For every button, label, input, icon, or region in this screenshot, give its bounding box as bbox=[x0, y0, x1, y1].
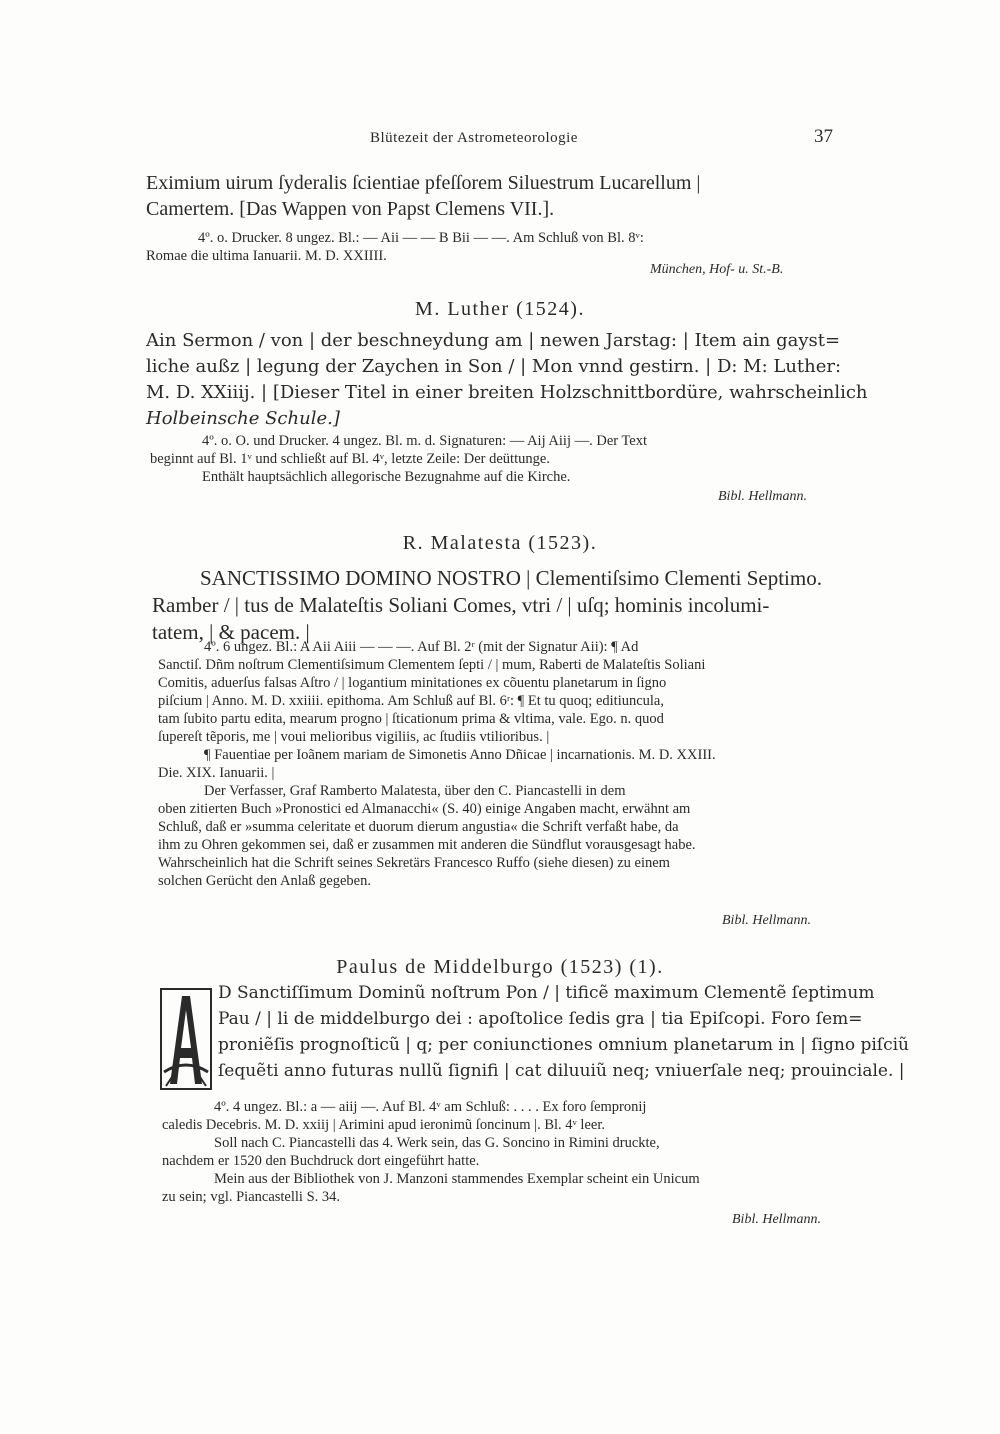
note-line: Der Verfasser, Graf Ramberto Malatesta, über den C. Piancastelli in dem bbox=[204, 783, 626, 799]
entry-malatesta-title bbox=[152, 565, 852, 646]
running-head-title: Blütezeit der Astrometeorologie bbox=[370, 130, 578, 146]
note-line: Comitis, aduerſus falsas Aſtro / | logantium minitationes ex cõuentu planetarum in ſigno bbox=[158, 675, 667, 691]
note-line: Schluß, daß er »summa celeritate et duorum dierum angustia« die Schrift verfaßt habe, da bbox=[158, 819, 679, 835]
entry-paulus-notes bbox=[162, 1098, 862, 1206]
title-line: D Sanctiſſimum Dominũ noſtrum Pon / | tificẽ maximum Clementẽ ſeptimum bbox=[218, 983, 875, 1003]
note-line: 4º. o. Drucker. 8 ungez. Bl.: — Aii — — B Bii — —. Am Schluß von Bl. 8ᵛ: bbox=[198, 230, 644, 246]
title-line: Eximium uirum ſyderalis ſcientiae pfeſſorem Siluestrum Lucarellum | bbox=[146, 172, 701, 194]
entry-malatesta-notes bbox=[158, 638, 858, 890]
note-line: oben zitierten Buch »Pronostici ed Almanacchi« (S. 40) einige Angaben macht, erwähnt am bbox=[158, 801, 691, 817]
library-reference: München, Hof- u. St.-B. bbox=[650, 262, 784, 277]
note-line: Soll nach C. Piancastelli das 4. Werk sein, das G. Soncino in Rimini druckte, bbox=[214, 1135, 660, 1151]
note-line: Wahrscheinlich hat die Schrift seines Sekretärs Francesco Ruffo (siehe diesen) zu einem bbox=[158, 855, 670, 871]
title-line: ſequẽti anno futuras nullũ ſignifi | cat diluuiũ neq; vniuerſale neq; prouinciale. | bbox=[218, 1061, 905, 1081]
note-line: ihm zu Ohren gekommen sei, daß er zusammen mit anderen die Sündflut vorausgesagt habe. bbox=[158, 837, 696, 853]
note-line: Sanctiſ. Dñm noſtrum Clementiſsimum Clementem ſepti / | mum, Raberti de Malateſtis Soliani bbox=[158, 657, 706, 673]
title-line: M. D. XXiiij. | [Dieser Titel in einer breiten Holzschnittbordüre, wahrscheinlich bbox=[146, 382, 868, 403]
title-line: proniẽſis prognoſticũ | q; per coniunctiones omnium planetarum in | ſigno piſciũ bbox=[218, 1035, 909, 1055]
note-line: Mein aus der Bibliothek von J. Manzoni stammendes Exemplar scheint ein Unicum bbox=[214, 1171, 700, 1187]
title-line: Pau / | li de middelburgo dei : apoſtolice ſedis gra | tia Epiſcopi. Foro ſem= bbox=[218, 1009, 863, 1029]
note-line: Romae die ultima Ianuarii. M. D. XXIIII. bbox=[146, 248, 387, 264]
note-line: solchen Gerücht den Anlaß gegeben. bbox=[158, 873, 371, 889]
note-line: caledis Decebris. M. D. xxiij | Arimini apud ieronimũ ſoncinum |. Bl. 4ᵛ leer. bbox=[162, 1117, 605, 1133]
title-line: Ramber / | tus de Malateſtis Soliani Comes, vtri / | uſq; hominis incolumi- bbox=[152, 593, 770, 617]
note-line: Enthält hauptsächlich allegorische Bezugnahme auf die Kirche. bbox=[202, 469, 571, 485]
library-reference: Bibl. Hellmann. bbox=[732, 1212, 822, 1227]
note-line: 4º. 4 ungez. Bl.: a — aiij —. Auf Bl. 4ᵛ am Schluß: . . . . Ex foro ſempronij bbox=[214, 1099, 647, 1115]
title-line: Camertem. [Das Wappen von Papst Clemens VII.]. bbox=[146, 198, 555, 220]
note-line: 4º. 6 ungez. Bl.: A Aii Aiii — — —. Auf Bl. 2ʳ (mit der Signatur Aii): ¶ Ad bbox=[204, 639, 639, 655]
title-line: Ain Sermon / von | der beschneydung am | newen Jarstag: | Item ain gayst= bbox=[146, 330, 841, 351]
entry-paulus-heading: Paulus de Middelburgo (1523) (1). bbox=[336, 956, 664, 978]
note-line: 4º. o. O. und Drucker. 4 ungez. Bl. m. d. Signaturen: — Aij Aiij —. Der Text bbox=[202, 433, 648, 449]
library-reference: Bibl. Hellmann. bbox=[722, 913, 812, 928]
entry-lucarellum-notes bbox=[146, 229, 846, 265]
note-line: nachdem er 1520 den Buchdruck dort eingeführt hatte. bbox=[162, 1153, 480, 1169]
decorated-initial-a-icon bbox=[160, 988, 212, 1090]
note-line: ſupereſt tẽporis, me | voui melioribus vigiliis, ac ſtudiis vtilioribus. | bbox=[158, 729, 550, 745]
running-head bbox=[0, 126, 1000, 154]
note-line: Die. XIX. Ianuarii. | bbox=[158, 765, 275, 781]
entry-paulus-title bbox=[218, 980, 909, 1084]
title-line: SANCTISSIMO DOMINO NOSTRO | Clementiſsimo Clementi Septimo. bbox=[200, 566, 822, 590]
title-line: tatem, | & pacem. | bbox=[152, 620, 310, 644]
note-line: piſcium | Anno. M. D. xxiiii. epithoma. Am Schluß auf Bl. 6ʳ: ¶ Et tu quoq; editiuncula, bbox=[158, 693, 664, 709]
entry-lucarellum-title bbox=[146, 170, 846, 222]
entry-luther-heading: M. Luther (1524). bbox=[415, 298, 585, 320]
entry-luther-title bbox=[146, 328, 868, 432]
note-line: beginnt auf Bl. 1ᵛ und schließt auf Bl. 4ᵛ, letzte Zeile: Der deüttunge. bbox=[150, 451, 550, 467]
entry-malatesta-heading: R. Malatesta (1523). bbox=[402, 532, 598, 554]
title-line: Holbeinsche Schule.] bbox=[146, 408, 340, 429]
note-line: zu sein; vgl. Piancastelli S. 34. bbox=[162, 1189, 341, 1205]
title-line: liche außz | legung der Zaychen in Son / | Mon vnnd gestirn. | D: M: Luther: bbox=[146, 356, 842, 377]
note-line: tam ſubito partu edita, mearum progno | ſticationum prima & vltima, vale. Ego. n. quod bbox=[158, 711, 664, 727]
note-line: ¶ Fauentiae per Ioãnem mariam de Simonetis Anno Dñicae | incarnationis. M. D. XXIII. bbox=[204, 747, 716, 763]
library-reference: Bibl. Hellmann. bbox=[718, 489, 808, 504]
page-number: 37 bbox=[814, 126, 833, 147]
entry-luther-notes bbox=[150, 432, 850, 486]
